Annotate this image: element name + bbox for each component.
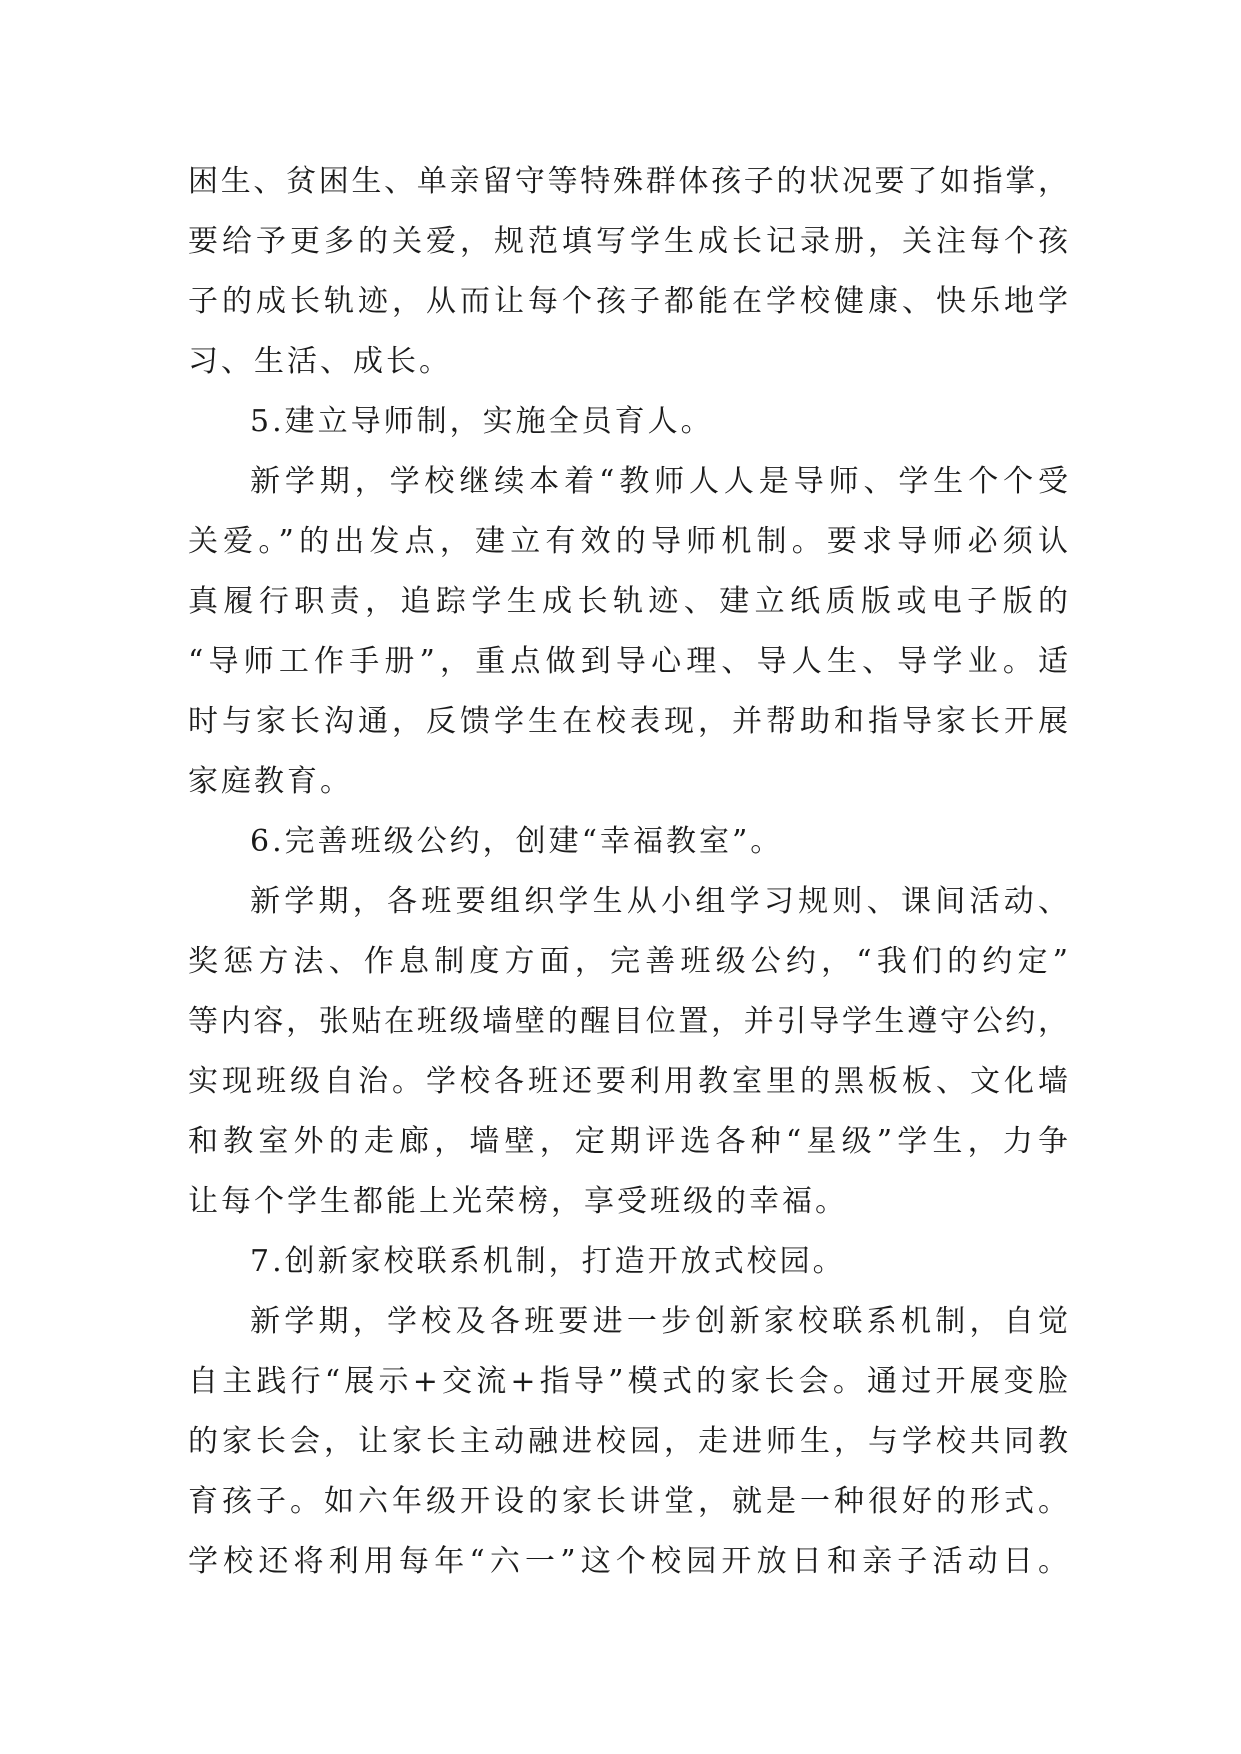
text-line: 习、生活、成长。: [188, 344, 452, 379]
text-line: 子的成长轨迹，从而让每个孩子都能在学校健康、快乐地学: [188, 284, 1068, 319]
text-line: 等内容，张贴在班级墙壁的醒目位置，并引导学生遵守公约，: [188, 1004, 1068, 1039]
text-line: 困生、贫困生、单亲留守等特殊群体孩子的状况要了如指掌，: [188, 164, 1068, 199]
text-line: 时与家长沟通，反馈学生在校表现，并帮助和指导家长开展: [188, 704, 1068, 739]
text-line: 的家长会，让家长主动融进校园，走进师生，与学校共同教: [188, 1424, 1068, 1459]
text-line: 学校还将利用每年“六一”这个校园开放日和亲子活动日。: [188, 1544, 1068, 1579]
text-line: 要给予更多的关爱，规范填写学生成长记录册，关注每个孩: [188, 224, 1068, 259]
section-heading: 7.创新家校联系机制，打造开放式校园。: [250, 1244, 846, 1279]
text-line: 和教室外的走廊，墙壁，定期评选各种“星级”学生，力争: [188, 1124, 1068, 1159]
text-line: 新学期，各班要组织学生从小组学习规则、课间活动、: [250, 884, 1068, 919]
text-line: “导师工作手册”，重点做到导心理、导人生、导学业。适: [188, 644, 1068, 679]
text-line: 真履行职责，追踪学生成长轨迹、建立纸质版或电子版的: [188, 584, 1068, 619]
text-line: 自主践行“展示+交流+指导”模式的家长会。通过开展变脸: [188, 1364, 1068, 1399]
section-heading: 6.完善班级公约，创建“幸福教室”。: [250, 824, 784, 859]
text-line: 让每个学生都能上光荣榜，享受班级的幸福。: [188, 1184, 848, 1219]
text-line: 家庭教育。: [188, 764, 353, 799]
document-body: [188, 152, 1068, 1592]
text-line: 奖惩方法、作息制度方面，完善班级公约，“我们的约定”: [188, 944, 1068, 979]
text-line: 关爱。”的出发点，建立有效的导师机制。要求导师必须认: [188, 524, 1068, 559]
section-heading: 5.建立导师制，实施全员育人。: [250, 404, 714, 439]
text-line: 实现班级自治。学校各班还要利用教室里的黑板板、文化墙: [188, 1064, 1068, 1099]
text-line: 新学期，学校及各班要进一步创新家校联系机制，自觉: [250, 1304, 1068, 1339]
text-line: 育孩子。如六年级开设的家长讲堂，就是一种很好的形式。: [188, 1484, 1068, 1519]
text-line: 新学期，学校继续本着“教师人人是导师、学生个个受: [250, 464, 1068, 499]
